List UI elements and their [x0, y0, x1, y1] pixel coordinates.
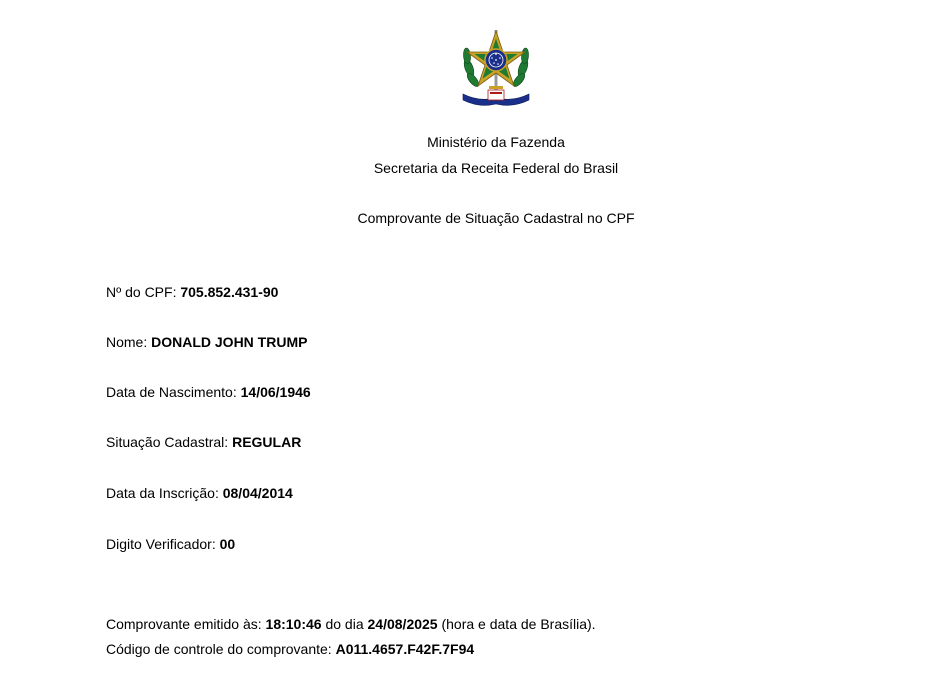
check-digit-field [106, 535, 235, 553]
cpf-label: Nº do CPF: [106, 284, 181, 300]
registration-date-label: Data da Inscrição: [106, 485, 223, 501]
birth-date-value: 14/06/1946 [240, 384, 311, 400]
secretariat-name: Secretaria da Receita Federal do Brasil [373, 160, 619, 176]
check-digit-value: 00 [219, 536, 236, 552]
name-value: DONALD JOHN TRUMP [151, 334, 308, 350]
cpf-value: 705.852.431-90 [180, 284, 279, 300]
status-label: Situação Cadastral: [106, 434, 233, 450]
document-title: Comprovante de Situação Cadastral no CPF [357, 210, 635, 226]
control-code-line [106, 640, 474, 658]
issued-time: 18:10:46 [265, 616, 322, 632]
registration-date-value: 08/04/2014 [222, 485, 293, 501]
issued-prefix: Comprovante emitido às: [106, 616, 266, 632]
issued-line [106, 615, 596, 633]
check-digit-label: Digito Verificador: [106, 536, 220, 552]
issued-date: 24/08/2025 [367, 616, 438, 632]
status-value: REGULAR [232, 434, 302, 450]
name-label: Nome: [106, 334, 152, 350]
name-field [106, 333, 307, 351]
cpf-field [106, 283, 278, 301]
issued-mid: do dia [321, 616, 368, 632]
ministry-name: Ministério da Fazenda [427, 134, 565, 150]
registration-date-field [106, 484, 293, 502]
control-code-label: Código de controle do comprovante: [106, 641, 336, 657]
birth-date-label: Data de Nascimento: [106, 384, 241, 400]
issued-suffix: (hora e data de Brasília). [437, 616, 596, 632]
status-field [106, 433, 301, 451]
brazil-coat-of-arms-icon [459, 28, 533, 108]
birth-date-field [106, 383, 311, 401]
control-code-value: A011.4657.F42F.7F94 [335, 641, 475, 657]
